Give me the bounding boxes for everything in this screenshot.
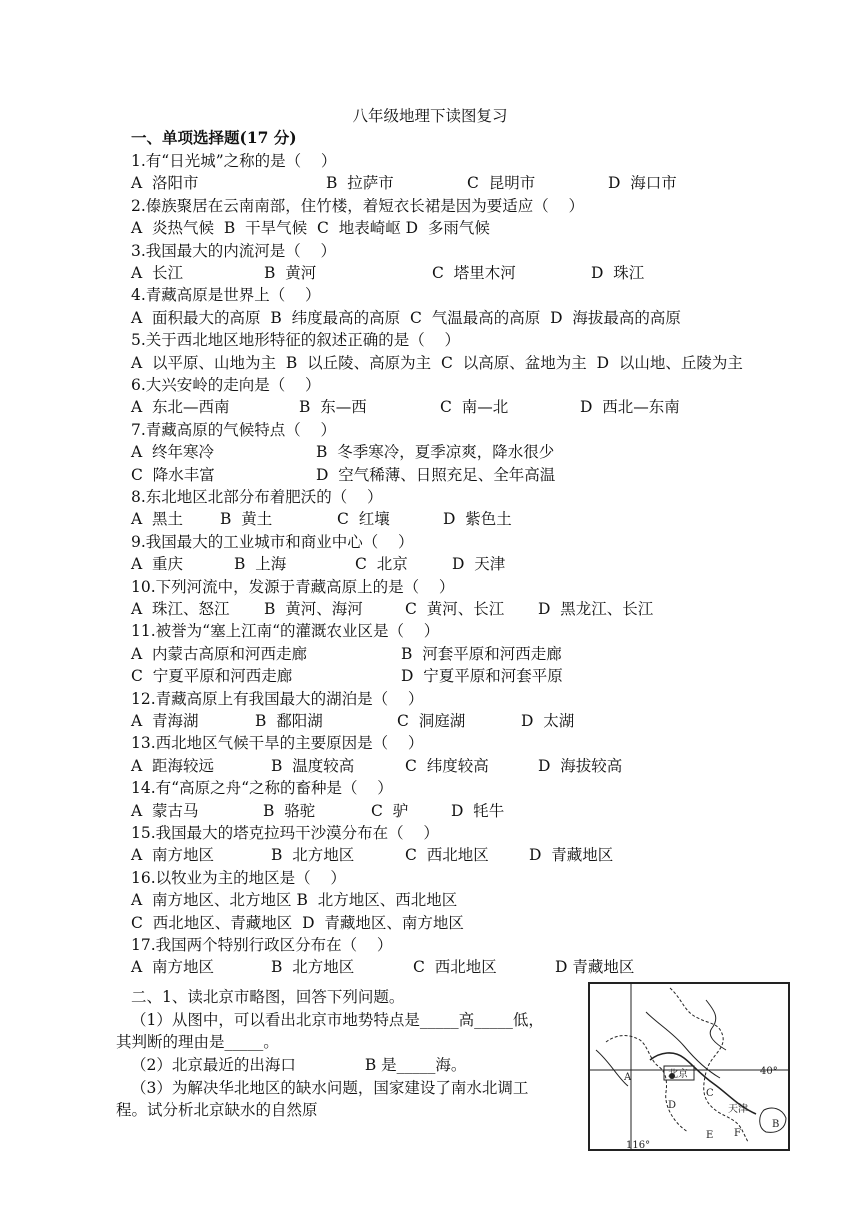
answer-option: C 西北地区、青藏地区 D 青藏地区、南方地区	[131, 913, 464, 932]
answer-option: C 宁夏平原和河西走廊	[131, 667, 293, 686]
answer-option: C 纬度较高	[405, 756, 489, 775]
question-line: 程。试分析北京缺水的自然原	[116, 1101, 318, 1119]
answer-option: A 终年寒冷	[131, 443, 215, 462]
question-text: 2.傣族聚居在云南南部，住竹楼，着短衣长裙是因为要适应（ ）	[131, 196, 584, 215]
question-line: 其判断的理由是_____。	[116, 1033, 279, 1051]
answer-option: D 太湖	[521, 712, 575, 730]
answer-option: C 西北地区	[405, 846, 489, 865]
answer-option: D 空气稀薄、日照充足、全年高温	[316, 465, 556, 484]
answer-option: A 蒙古马	[131, 801, 199, 820]
answer-option: D 天津	[452, 555, 506, 574]
question-text: 11.被誉为“塞上江南“的灌溉农业区是（ ）	[131, 622, 440, 641]
tianjin-label: 天津	[728, 1104, 748, 1115]
answer-option: A 以平原、山地为主 B 以丘陵、高原为主 C 以高原、盆地为主 D 以山地、丘陵为主	[131, 353, 743, 372]
answer-option: A 东北—西南	[131, 398, 230, 417]
answer-option: B 东—西	[299, 398, 367, 417]
answer-option: D 牦牛	[451, 801, 505, 820]
answer-option: A 面积最大的高原 B 纬度最高的高原 C 气温最高的高原 D 海拔最高的高原	[131, 308, 681, 327]
question-line: （2）北京最近的出海口 B 是_____海。	[131, 1056, 467, 1074]
question-text: 10.下列河流中，发源于青藏高原上的是（ ）	[131, 577, 455, 596]
question-text: 16.以牧业为主的地区是（ ）	[131, 868, 346, 887]
answer-option: D 海口市	[608, 174, 677, 193]
answer-option: B 北方地区	[271, 846, 355, 865]
map-label-f: F	[734, 1128, 741, 1139]
latitude-label: 40°	[760, 1066, 778, 1077]
answer-option: A 南方地区、北方地区 B 北方地区、西北地区	[131, 891, 458, 910]
answer-option: D 紫色土	[443, 510, 512, 529]
answer-option: A 青海湖	[131, 712, 199, 730]
answer-option: B 黄河、海河	[264, 600, 363, 618]
answer-option: C 南—北	[440, 398, 509, 417]
question-line: （3）为解决华北地区的缺水问题，国家建设了南水北调工	[131, 1079, 529, 1097]
answer-option: D 西北—东南	[580, 398, 680, 417]
question-line: （1）从图中，可以看出北京市地势特点是_____高_____低，	[131, 1011, 544, 1029]
answer-option: A 黑土	[131, 510, 184, 529]
section2-intro: 二、1、读北京市略图，回答下列问题。	[131, 988, 405, 1006]
question-text: 14.有“高原之舟“之称的畜种是（ ）	[131, 779, 393, 798]
map-label-a: A	[624, 1072, 632, 1083]
question-text: 12.青藏高原上有我国最大的湖泊是（ ）	[131, 689, 424, 708]
question-text: 5.关于西北地区地形特征的叙述正确的是（ ）	[131, 331, 460, 350]
answer-option: B 拉萨市	[326, 174, 394, 193]
question-text: 6.大兴安岭的走向是（ ）	[131, 376, 321, 394]
question-text: 7.青藏高原的气候特点（ ）	[131, 420, 336, 439]
answer-option: C 黄河、长江	[405, 600, 505, 618]
answer-option: C 洞庭湖	[397, 712, 466, 730]
beijing-map	[588, 982, 790, 1151]
answer-option: C 北京	[355, 555, 408, 574]
question-text: 17.我国两个特别行政区分布在（ ）	[131, 936, 393, 954]
map-label-d: D	[668, 1100, 677, 1111]
answer-option: A 珠江、怒江	[131, 600, 230, 618]
question-text: 13.西北地区气候干旱的主要原因是（ ）	[131, 734, 424, 753]
answer-option: B 黄河	[264, 264, 317, 282]
answer-option: B 河套平原和河西走廊	[401, 644, 562, 663]
answer-option: A 炎热气候 B 干旱气候 C 地表崎岖 D 多雨气候	[131, 219, 490, 238]
answer-option: B 北方地区	[271, 958, 355, 977]
answer-option: B 黄土	[220, 510, 273, 529]
answer-option: A 洛阳市	[131, 174, 199, 193]
map-label-c: C	[706, 1088, 714, 1099]
answer-option: A 南方地区	[131, 846, 215, 865]
question-text: 1.有“日光城”之称的是（ ）	[131, 152, 337, 170]
answer-option: C 驴	[371, 801, 409, 820]
question-text: 8.东北地区北部分布着肥沃的（ ）	[131, 488, 383, 506]
answer-option: B 冬季寒冷，夏季凉爽，降水很少	[316, 443, 555, 462]
question-text: 4.青藏高原是世界上（ ）	[131, 286, 321, 305]
answer-option: D 海拔较高	[538, 756, 623, 775]
answer-option: D 珠江	[591, 264, 645, 282]
answer-option: C 降水丰富	[131, 465, 215, 484]
answer-option: D 宁夏平原和河套平原	[401, 667, 563, 686]
answer-option: A 内蒙古高原和河西走廊	[131, 644, 308, 663]
answer-option: A 重庆	[131, 555, 184, 574]
beijing-label: 北京	[668, 1069, 688, 1080]
page-title: 八年级地理下读图复习	[352, 107, 508, 125]
answer-option: B 骆驼	[263, 801, 316, 820]
question-text: 9.我国最大的工业城市和商业中心（ ）	[131, 532, 414, 551]
answer-option: C 西北地区	[413, 958, 497, 977]
longitude-label: 116°	[626, 1140, 651, 1151]
section-heading-1: 一、单项选择题(17 分)	[131, 128, 297, 147]
question-text: 3.我国最大的内流河是（ ）	[131, 241, 336, 260]
answer-option: B 上海	[234, 555, 287, 574]
answer-option: B 鄱阳湖	[255, 712, 323, 730]
answer-option: A 长江	[131, 264, 184, 282]
answer-option: D 黑龙江、长江	[538, 600, 654, 618]
answer-option: C 塔里木河	[432, 264, 516, 282]
answer-option: A 距海较远	[131, 756, 215, 775]
map-label-e: E	[706, 1130, 714, 1141]
answer-option: A 南方地区	[131, 958, 215, 977]
answer-option: C 昆明市	[467, 174, 536, 193]
answer-option: B 温度较高	[271, 756, 355, 775]
question-text: 15.我国最大的塔克拉玛干沙漠分布在（ ）	[131, 824, 439, 842]
answer-option: D 青藏地区	[555, 958, 635, 977]
map-label-b: B	[772, 1119, 780, 1130]
answer-option: C 红壤	[337, 510, 390, 529]
answer-option: D 青藏地区	[529, 846, 614, 865]
